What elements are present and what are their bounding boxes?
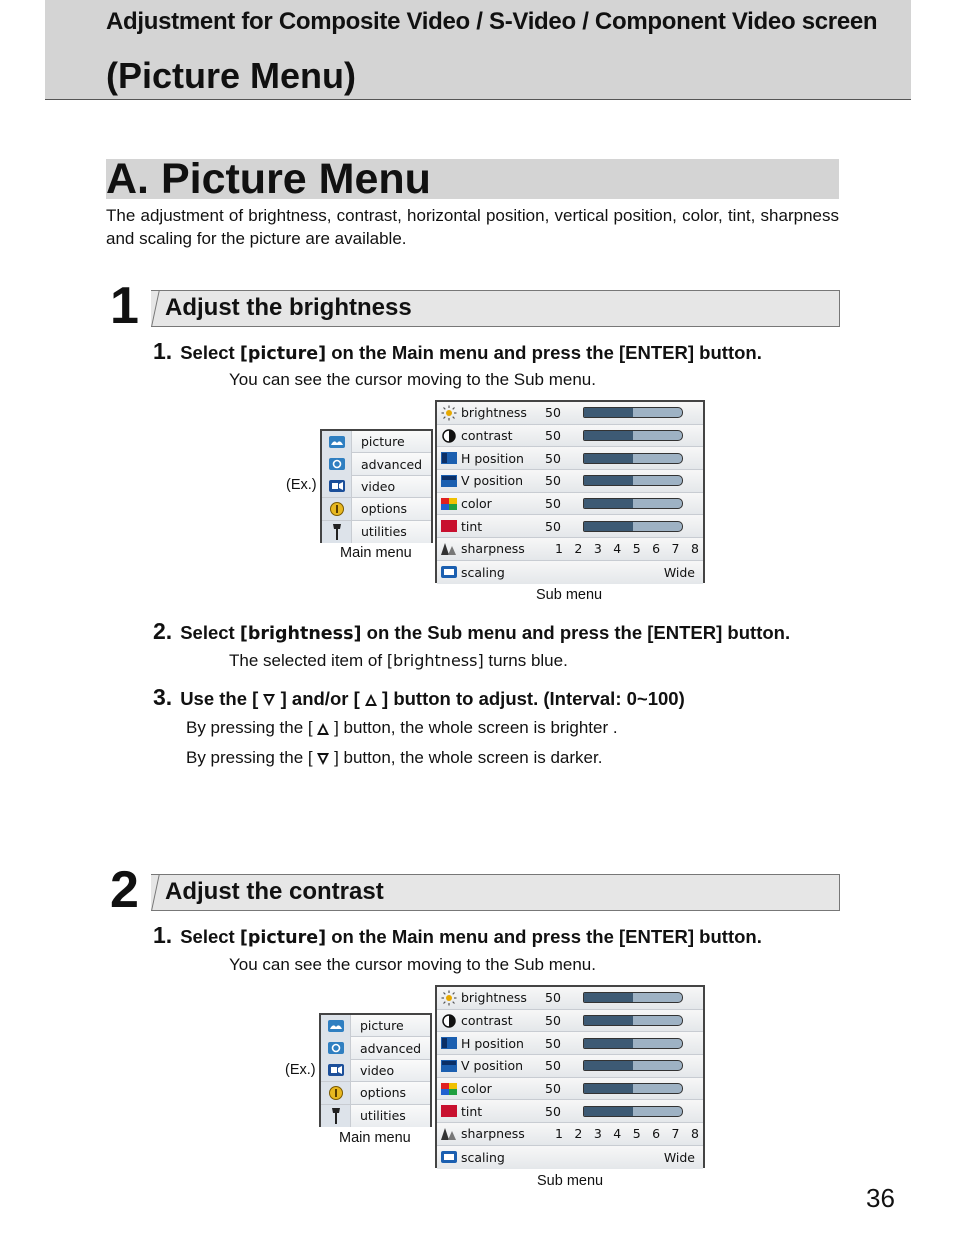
page-number: 36 <box>866 1183 895 1213</box>
main-menu-item-label: utilities <box>361 524 407 540</box>
note-1-2: The selected item of [brightness] turns blue. <box>229 651 568 670</box>
v-position-icon <box>437 1055 461 1077</box>
advanced-icon <box>321 1037 351 1059</box>
main-menu-item-options[interactable] <box>321 1082 430 1104</box>
sub-menu-item-tint[interactable] <box>437 515 703 538</box>
sub-menu-item-label: scaling <box>461 564 505 580</box>
header-subtitle: Adjustment for Composite Video / S-Video / Component Video screen <box>106 8 878 35</box>
sub-menu <box>435 985 705 1168</box>
sharpness-scale <box>555 541 699 556</box>
level-slider[interactable] <box>583 453 683 464</box>
level-slider[interactable] <box>583 1038 683 1049</box>
instruction-2-1: 1. Select [picture] on the Main menu and press the [ENTER] button. <box>153 922 762 948</box>
sub-menu-item-label: tint <box>461 518 483 534</box>
sub-menu-item-label: H position <box>461 450 524 466</box>
scaling-value: Wide <box>663 1149 695 1165</box>
sub-menu-item-value: 50 <box>545 428 561 444</box>
step-title-1: Adjust the brightness <box>165 294 412 321</box>
video-icon <box>322 475 352 497</box>
note-2-1: You can see the cursor moving to the Sub menu. <box>229 955 596 974</box>
main-menu-item-advanced[interactable] <box>322 453 431 475</box>
level-slider-fill <box>584 522 633 531</box>
sub-menu-item-tint[interactable] <box>437 1100 703 1123</box>
instruction-1-3: 3. Use the [ ] and/or [ ] button to adjust. (Interval: 0~100) <box>153 684 685 710</box>
sub-menu-item-label: contrast <box>461 428 513 444</box>
sub-menu-item-label: brightness <box>461 405 527 421</box>
sub-menu-caption: Sub menu <box>537 1173 604 1189</box>
sharpness-tick[interactable]: 8 <box>690 541 699 557</box>
main-menu-caption: Main menu <box>340 545 412 561</box>
sharpness-tick[interactable]: 7 <box>671 541 680 557</box>
sub-menu-item-label: sharpness <box>461 541 525 557</box>
sub-menu-item-value: 50 <box>545 518 561 534</box>
sub-menu-item-sharpness[interactable] <box>437 538 703 561</box>
sub-menu-item-value: 50 <box>545 405 561 421</box>
advanced-icon <box>322 453 352 475</box>
sub-menu-item-value: 50 <box>545 473 561 489</box>
sun-icon <box>437 402 461 424</box>
sharpness-tick[interactable]: 2 <box>574 1126 583 1142</box>
sub-menu-item-value: 50 <box>545 1035 561 1051</box>
sharpness-scale <box>555 1126 699 1141</box>
sub-menu-item-brightness[interactable] <box>437 402 703 425</box>
sub-menu-item-scaling[interactable] <box>437 1146 703 1169</box>
main-menu-item-video[interactable] <box>321 1060 430 1082</box>
sub-menu-item-H-position[interactable] <box>437 1032 703 1055</box>
main-menu-item-label: options <box>361 501 408 517</box>
main-menu-item-label: video <box>361 478 396 494</box>
sub-menu-item-value: 50 <box>545 1013 561 1029</box>
sub-menu-item-value: 50 <box>545 990 561 1006</box>
down-triangle-icon <box>263 694 275 706</box>
sharpness-tick[interactable]: 1 <box>555 1126 563 1142</box>
level-slider[interactable] <box>583 1015 683 1026</box>
sharpness-tick[interactable]: 1 <box>555 541 563 557</box>
step-heading-2 <box>151 874 840 911</box>
note-1-1: You can see the cursor moving to the Sub menu. <box>229 370 596 389</box>
level-slider-fill <box>584 1016 633 1025</box>
sharpness-tick[interactable]: 7 <box>671 1126 680 1142</box>
sharpness-tick[interactable]: 2 <box>574 541 583 557</box>
sub-menu-item-color[interactable] <box>437 493 703 516</box>
sharpness-tick[interactable]: 4 <box>613 1126 622 1142</box>
level-slider[interactable] <box>583 430 683 441</box>
main-menu-item-label: options <box>360 1085 407 1101</box>
level-slider-fill <box>584 1107 633 1116</box>
main-menu-item-picture[interactable] <box>322 431 431 453</box>
section-title: A. Picture Menu <box>106 155 431 203</box>
sub-menu-item-value: 50 <box>545 496 561 512</box>
scaling-value: Wide <box>663 564 695 580</box>
sub-menu-item-color[interactable] <box>437 1078 703 1101</box>
main-menu-item-utilities[interactable] <box>322 521 431 543</box>
main-menu-item-picture[interactable] <box>321 1015 430 1037</box>
step-number-1: 1 <box>110 277 139 335</box>
utilities-icon <box>321 1105 351 1127</box>
note-1-3b: By pressing the [ ] button, the whole screen is darker. <box>186 748 603 767</box>
tint-icon <box>437 515 461 537</box>
sub-menu <box>435 400 705 583</box>
sub-menu-caption: Sub menu <box>536 587 603 603</box>
instruction-1-2: 2. Select [brightness] on the Sub menu and press the [ENTER] button. <box>153 618 791 644</box>
sharpness-tick[interactable]: 5 <box>632 1126 641 1142</box>
picture-icon <box>322 431 352 453</box>
level-slider[interactable] <box>583 475 683 486</box>
sub-menu-item-label: color <box>461 496 492 512</box>
sharpness-tick[interactable]: 3 <box>593 1126 602 1142</box>
main-menu-caption: Main menu <box>339 1130 411 1146</box>
sun-icon <box>437 987 461 1009</box>
sub-menu-item-scaling[interactable] <box>437 561 703 584</box>
contrast-icon <box>437 1010 461 1032</box>
sub-menu-item-label: H position <box>461 1035 524 1051</box>
sub-menu-item-brightness[interactable] <box>437 987 703 1010</box>
level-slider-fill <box>584 454 633 463</box>
picture-icon <box>321 1015 351 1037</box>
scaling-icon <box>437 561 461 583</box>
up-triangle-icon <box>317 723 329 735</box>
level-slider-fill <box>584 431 633 440</box>
sharpness-icon <box>437 1123 461 1145</box>
sub-menu-item-contrast[interactable] <box>437 425 703 448</box>
sub-menu-item-value: 50 <box>545 1058 561 1074</box>
options-icon <box>322 498 352 520</box>
sub-menu-item-label: scaling <box>461 1149 505 1165</box>
main-menu <box>319 1013 432 1127</box>
main-menu-item-advanced[interactable] <box>321 1037 430 1059</box>
level-slider-fill <box>584 1039 633 1048</box>
example-label: (Ex.) <box>285 1062 316 1078</box>
color-icon <box>437 1078 461 1100</box>
main-menu <box>320 429 433 543</box>
level-slider[interactable] <box>583 992 683 1003</box>
v-position-icon <box>437 470 461 492</box>
level-slider-fill <box>584 1084 633 1093</box>
sub-menu-item-label: tint <box>461 1103 483 1119</box>
sharpness-icon <box>437 538 461 560</box>
sub-menu-item-sharpness[interactable] <box>437 1123 703 1146</box>
sub-menu-item-value: 50 <box>545 1081 561 1097</box>
video-icon <box>321 1059 351 1081</box>
sub-menu-item-value: 50 <box>545 450 561 466</box>
sub-menu-item-H-position[interactable] <box>437 447 703 470</box>
section-intro: The adjustment of brightness, contrast, horizontal position, vertical position, color, tint, sharpness and scaling for the picture are available. <box>106 206 839 248</box>
step-number-2: 2 <box>110 861 139 919</box>
sharpness-tick[interactable]: 5 <box>632 541 641 557</box>
sharpness-tick[interactable]: 6 <box>652 1126 661 1142</box>
main-menu-item-options[interactable] <box>322 498 431 520</box>
level-slider[interactable] <box>583 1083 683 1094</box>
level-slider-fill <box>584 993 633 1002</box>
main-menu-item-label: video <box>360 1062 395 1078</box>
step-title-2: Adjust the contrast <box>165 878 384 905</box>
level-slider[interactable] <box>583 521 683 532</box>
sub-menu-item-value: 50 <box>545 1103 561 1119</box>
level-slider[interactable] <box>583 1060 683 1071</box>
sub-menu-item-V-position[interactable] <box>437 470 703 493</box>
main-menu-item-label: utilities <box>360 1108 406 1124</box>
options-icon <box>321 1082 351 1104</box>
utilities-icon <box>322 521 352 543</box>
level-slider[interactable] <box>583 1106 683 1117</box>
header-title: (Picture Menu) <box>106 55 357 96</box>
scaling-icon <box>437 1146 461 1168</box>
sub-menu-item-label: V position <box>461 473 524 489</box>
main-menu-item-utilities[interactable] <box>321 1105 430 1127</box>
note-1-3a: By pressing the [ ] button, the whole screen is brighter . <box>186 718 618 737</box>
contrast-icon <box>437 425 461 447</box>
sharpness-tick[interactable]: 6 <box>652 541 661 557</box>
tint-icon <box>437 1100 461 1122</box>
sub-menu-item-label: contrast <box>461 1013 513 1029</box>
sub-menu-item-label: color <box>461 1081 492 1097</box>
sub-menu-item-label: V position <box>461 1058 524 1074</box>
h-position-icon <box>437 447 461 469</box>
level-slider-fill <box>584 476 633 485</box>
sub-menu-item-label: brightness <box>461 990 527 1006</box>
level-slider[interactable] <box>583 498 683 509</box>
level-slider[interactable] <box>583 407 683 418</box>
main-menu-item-label: picture <box>361 434 405 450</box>
sharpness-tick[interactable]: 3 <box>593 541 602 557</box>
sub-menu-item-label: sharpness <box>461 1126 525 1142</box>
main-menu-item-label: advanced <box>361 456 423 472</box>
main-menu-item-video[interactable] <box>322 476 431 498</box>
step-heading-1 <box>151 290 840 327</box>
sharpness-tick[interactable]: 4 <box>613 541 622 557</box>
main-menu-item-label: picture <box>360 1018 404 1034</box>
sub-menu-item-V-position[interactable] <box>437 1055 703 1078</box>
down-triangle-icon <box>317 753 329 765</box>
example-label: (Ex.) <box>286 477 317 493</box>
h-position-icon <box>437 1032 461 1054</box>
level-slider-fill <box>584 1061 633 1070</box>
sharpness-tick[interactable]: 8 <box>690 1126 699 1142</box>
up-triangle-icon <box>365 694 377 706</box>
level-slider-fill <box>584 499 633 508</box>
level-slider-fill <box>584 408 633 417</box>
instruction-1-1: 1. Select [picture] on the Main menu and press the [ENTER] button. <box>153 338 762 364</box>
main-menu-item-label: advanced <box>360 1040 422 1056</box>
sub-menu-item-contrast[interactable] <box>437 1010 703 1033</box>
color-icon <box>437 493 461 515</box>
